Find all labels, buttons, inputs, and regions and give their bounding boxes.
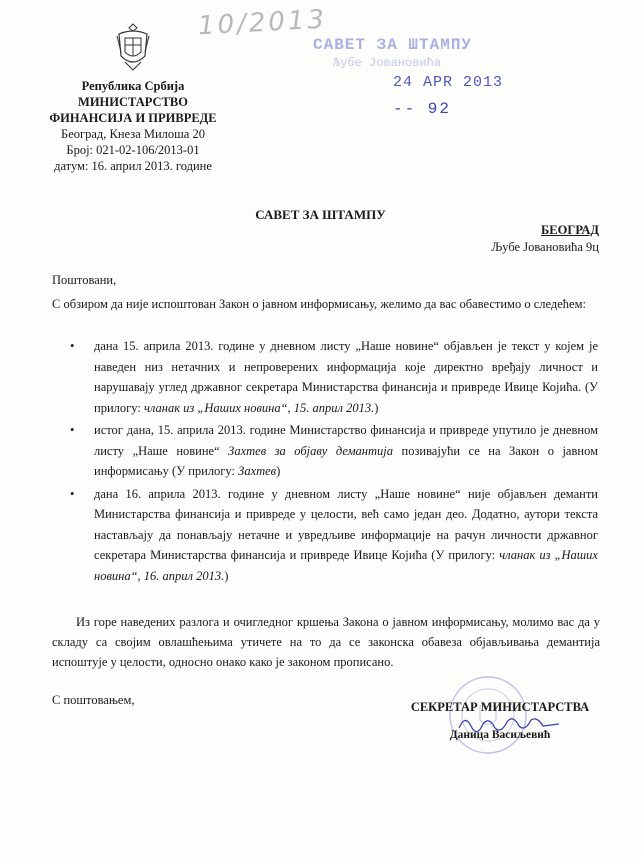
document-number: Број: 021-02-106/2013-01	[66, 143, 200, 157]
sender-address: Београд, Кнеза Милоша 20	[61, 127, 205, 141]
coat-of-arms-icon	[115, 22, 151, 72]
stamp-number: -- 92	[393, 100, 452, 118]
recipient-address	[491, 222, 599, 256]
bullet-list	[70, 336, 598, 586]
receipt-stamp	[305, 36, 505, 126]
recipient-street: Љубе Јовановића 9ц	[491, 240, 599, 254]
intro-paragraph: С обзиром да није испоштован Закон о јавном информисању, желимо да вас обавестимо о следећем:	[52, 297, 586, 311]
ministry-line-1: МИНИСТАРСТВО	[78, 95, 188, 109]
ministry-line-2: ФИНАНСИЈА И ПРИВРЕДЕ	[49, 111, 217, 125]
list-item: • дана 16. априла 2013. године у дневном листу „Наше новине“ није објављен деманти Министарства финансија и привреде у целости, већ само један део. Додатно, аутори текста настављају да понављају нетачне и увредљиве информације на рачун личности државног секретара Министарства финансија и привреде Ивице Којића (У прилогу: чланак из „Наших новина“, 16. април 2013.)	[70, 484, 598, 587]
list-item: • дана 15. априла 2013. године у дневном листу „Наше новине“ објављен је текст у којем је наведен низ нетачних и непроверених информација које директно вређају личност и нарушавају углед државног секретара Министарства финансија и привреде Ивице Којића. (У прилогу: чланак из „Наших новина“, 15. април 2013.)	[70, 336, 598, 418]
handwritten-number: 10/2013	[197, 4, 328, 42]
salutation: Поштовани,	[52, 273, 117, 287]
stamp-date: 24 APR 2013	[393, 74, 504, 91]
closing-paragraph: Из горе наведених разлога и очигледног кршења Закона о јавном информисању, молимо вас да у складу са својим овлашћењима утичете на то да се законска обавеза објављивања демантија испоштује у целости, односно онако како је законом прописано.	[52, 615, 600, 669]
stamp-line2: Љубе Јовановића	[333, 56, 442, 70]
signatory-role: СЕКРЕТАР МИНИСТАРСТВА	[410, 700, 590, 714]
recipient-title: САВЕТ ЗА ШТАМПУ	[255, 207, 386, 222]
sender-header	[38, 78, 228, 174]
republic-name: Република Србија	[81, 79, 185, 93]
handwritten-signature-icon	[455, 712, 565, 736]
regards: С поштовањем,	[52, 693, 135, 707]
stamp-org: САВЕТ ЗА ШТАМПУ	[313, 36, 473, 54]
document-date: датум: 16. април 2013. године	[54, 159, 212, 173]
list-item: • истог дана, 15. априла 2013. године Министарство финансија и привреде упутило је дневном листу „Наше новине“ Захтев за објаву демантија позивајући се на Закон о јавном информисању (У прилогу: Захтев)	[70, 420, 598, 482]
signatory-name: Даница Васиљевић	[449, 729, 551, 741]
recipient-city: БЕОГРАД	[541, 223, 599, 237]
